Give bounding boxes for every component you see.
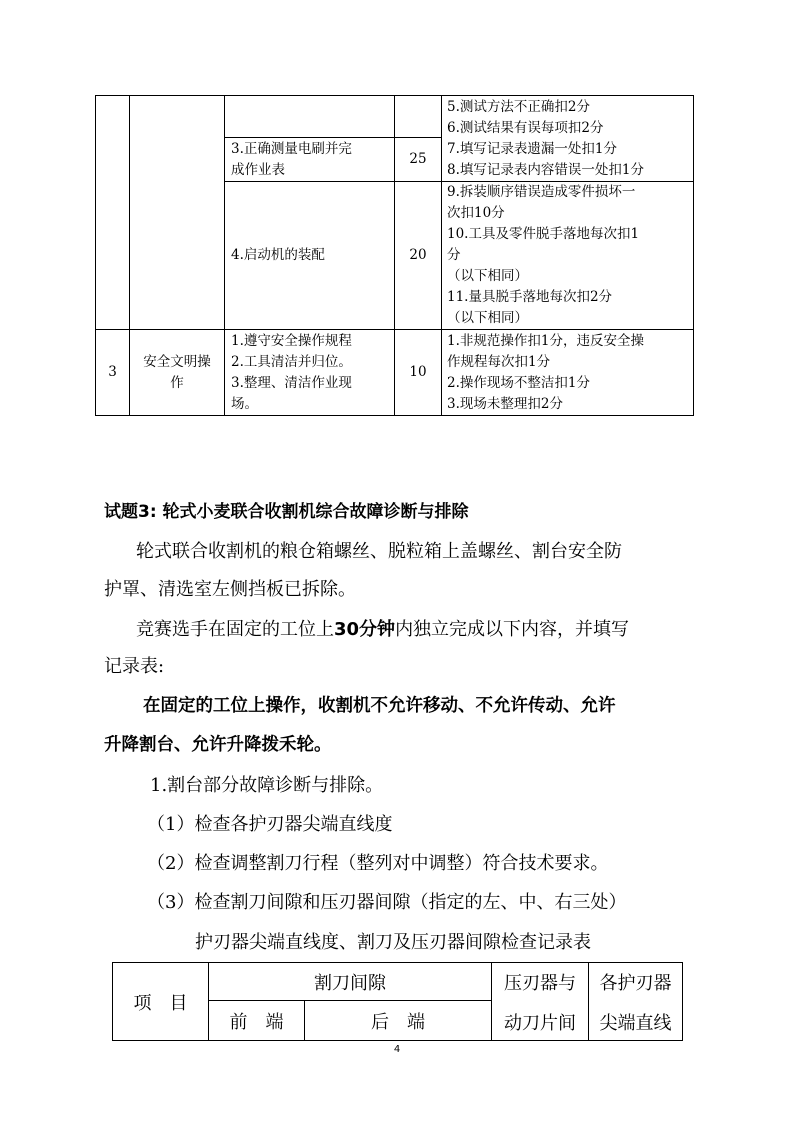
standard-line: 8.填写记录表内容错误一处扣1分 [447, 161, 644, 178]
emphasis-line: 升降割台、允许升降拨禾轮。 [104, 735, 332, 755]
standard-line: 9.拆装顺序错误造成零件损坏一 [447, 184, 636, 200]
record-table [112, 962, 683, 1041]
item-line: 场。 [231, 395, 258, 412]
standard-line: 作规程每次扣1分 [447, 353, 551, 370]
scoring-standard-cell [442, 96, 694, 182]
item-line: 3.整理、清洁作业现 [231, 374, 352, 391]
sub-item: （3）检查割刀间隙和压刃器间隙（指定的左、中、右三处） [147, 892, 627, 913]
standard-line: 6.测试结果有误每项扣2分 [447, 119, 604, 136]
page-number: 4 [393, 1044, 401, 1055]
scoring-standard-cell [442, 182, 694, 330]
row-number-cell: 3 [96, 330, 130, 416]
item-line: 2.工具清洁并归位。 [231, 353, 352, 370]
category-cell [130, 330, 225, 416]
emphasis-line: 在固定的工位上操作，收割机不允许移动、不允许传动、允许 [143, 696, 616, 716]
points-cell: 10 [395, 330, 442, 416]
table-cell [130, 96, 225, 330]
points-cell: 20 [395, 182, 442, 330]
standard-line: （以下相同） [447, 310, 528, 326]
table-cell [225, 96, 395, 138]
standard-line: 11.量具脱手落地每次扣2分 [447, 289, 613, 305]
standard-line: 7.填写记录表遗漏一处扣1分 [447, 140, 617, 157]
item-cell [225, 330, 395, 416]
category-line: 作 [170, 374, 184, 391]
points-cell: 25 [395, 138, 442, 182]
sub-item: （2）检查调整割刀行程（整列对中调整）符合技术要求。 [147, 853, 609, 874]
text-segment: 竞赛选手在固定的工位上 [136, 619, 334, 640]
text-segment: 内独立完成以下内容，并填写 [395, 619, 630, 640]
header-cell: 割刀间隙 [209, 963, 492, 1001]
standard-line: 10.工具及零件脱手落地每次扣1 [447, 226, 640, 242]
item-line: 3.正确测量电刷并完 [231, 140, 352, 157]
list-item: 1.割台部分故障诊断与排除。 [150, 775, 384, 796]
header-cell: 前 端 [209, 1001, 305, 1041]
scoring-table [95, 95, 694, 416]
paragraph-line: 记录表: [104, 656, 165, 677]
paragraph-line: 护罩、清选室左侧挡板已拆除。 [104, 579, 356, 600]
header-line: 动刀片间 [504, 1012, 576, 1034]
item-line: 成作业表 [231, 161, 285, 178]
table-caption: 护刃器尖端直线度、割刀及压刃器间隙检查记录表 [195, 932, 591, 953]
item-line: 4.启动机的装配 [231, 247, 325, 263]
standard-line: 1.非规范操作扣1分，违反安全操 [447, 332, 644, 349]
table-cell [395, 96, 442, 138]
standard-line: 5.测试方法不正确扣2分 [447, 98, 590, 115]
standard-line: 3.现场未整理扣2分 [447, 395, 563, 412]
standard-line: 次扣10分 [447, 205, 505, 221]
category-line: 安全文明操 [143, 353, 211, 370]
paragraph-line [136, 615, 629, 641]
item-cell [225, 138, 395, 182]
standard-line: 分 [447, 247, 461, 263]
header-line: 尖端直线 [599, 1012, 672, 1034]
paragraph-line: 轮式联合收割机的粮仓箱螺丝、脱粒箱上盖螺丝、割台安全防 [136, 541, 622, 562]
scoring-standard-cell [442, 330, 694, 416]
item-cell [225, 182, 395, 330]
standard-line: （以下相同） [447, 268, 528, 284]
time-limit-text: 30分钟 [334, 619, 396, 640]
header-line: 压刃器与 [504, 972, 576, 994]
table-cell [96, 96, 130, 330]
item-line: 1.遵守安全操作规程 [231, 332, 352, 349]
standard-line: 2.操作现场不整洁扣1分 [447, 374, 590, 391]
header-cell [492, 963, 589, 1041]
sub-item: （1）检查各护刃器尖端直线度 [147, 814, 393, 835]
header-cell: 项 目 [113, 963, 209, 1041]
header-line: 各护刃器 [599, 972, 672, 994]
section-title: 试题3: 轮式小麦联合收割机综合故障诊断与排除 [104, 502, 469, 522]
header-cell: 后 端 [305, 1001, 492, 1041]
header-cell [589, 963, 683, 1041]
